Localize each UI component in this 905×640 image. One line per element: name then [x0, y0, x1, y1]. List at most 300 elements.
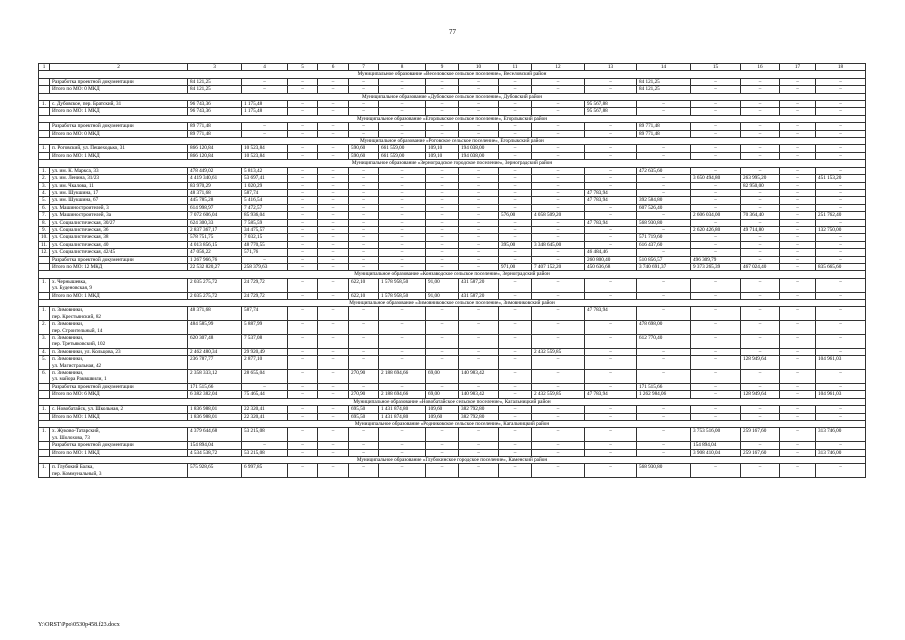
value-cell: –	[532, 219, 585, 226]
value-cell: –	[459, 241, 499, 248]
address-cell: ул. им. К. Маркса, 33	[50, 167, 188, 174]
value-cell: –	[499, 356, 532, 370]
table-row	[39, 241, 866, 248]
value-cell: –	[691, 307, 741, 321]
value-cell: –	[741, 101, 780, 108]
value-cell: –	[379, 442, 426, 449]
value-cell: –	[637, 152, 691, 159]
value-cell: –	[318, 428, 349, 442]
value-cell: –	[637, 449, 691, 456]
row-number-cell: 7.	[39, 212, 50, 219]
value-cell: –	[426, 123, 459, 130]
value-cell: –	[459, 86, 499, 93]
municipality-section-title: Муниципальное образование «Дубовское сельское поселение», Дубовский район	[39, 93, 866, 100]
value-cell: –	[242, 442, 288, 449]
municipality-section-row	[39, 71, 866, 78]
value-cell: –	[532, 321, 585, 335]
value-cell: –	[288, 256, 318, 263]
value-cell: –	[288, 292, 318, 299]
value-cell: –	[349, 219, 379, 226]
value-cell: –	[288, 226, 318, 233]
value-cell: –	[780, 263, 816, 270]
value-cell: –	[426, 428, 459, 442]
value-cell: –	[585, 383, 637, 390]
value-cell: –	[585, 442, 637, 449]
value-cell: –	[318, 234, 349, 241]
value-cell: –	[242, 383, 288, 390]
value-cell: –	[379, 189, 426, 196]
value-cell: 70 364,40	[741, 212, 780, 219]
value-cell: –	[637, 413, 691, 420]
address-cell: х. Чернышевка, ул. Буденовская, 9	[50, 278, 188, 292]
value-cell: –	[379, 356, 426, 370]
value-cell: –	[780, 321, 816, 335]
value-cell: –	[426, 464, 459, 478]
value-cell: –	[741, 413, 780, 420]
value-cell: –	[499, 234, 532, 241]
value-cell: –	[379, 234, 426, 241]
value-cell: 48 371,68	[188, 307, 242, 321]
address-cell: Разработка проектной документации	[50, 442, 188, 449]
row-number-cell	[39, 292, 50, 299]
value-cell: 587,74	[242, 307, 288, 321]
value-cell: –	[780, 356, 816, 370]
value-cell: 48 770,55	[242, 241, 288, 248]
value-cell: 270,90	[349, 370, 379, 384]
value-cell: 616 437,60	[637, 241, 691, 248]
value-cell: –	[780, 428, 816, 442]
row-number-cell: 9.	[39, 226, 50, 233]
value-cell: 590,60	[349, 145, 379, 152]
table-row	[39, 278, 866, 292]
row-number-cell	[39, 442, 50, 449]
value-cell: –	[349, 464, 379, 478]
value-cell: 95 567,88	[585, 108, 637, 115]
value-cell: –	[780, 123, 816, 130]
value-cell: –	[288, 278, 318, 292]
value-cell: –	[637, 249, 691, 256]
value-cell: –	[288, 145, 318, 152]
row-number-cell: 1.	[39, 167, 50, 174]
address-cell: ул. Машиностроителей, 3а	[50, 212, 188, 219]
value-cell: –	[691, 182, 741, 189]
row-number-cell: 10.	[39, 234, 50, 241]
value-cell: –	[532, 123, 585, 130]
value-cell: –	[532, 182, 585, 189]
value-cell: –	[780, 167, 816, 174]
value-cell: 53 215,08	[242, 449, 288, 456]
value-cell: –	[288, 86, 318, 93]
value-cell: –	[780, 78, 816, 85]
value-cell: 478 449,02	[188, 167, 242, 174]
value-cell: –	[499, 413, 532, 420]
value-cell: 866 120,84	[188, 152, 242, 159]
table-row	[39, 204, 866, 211]
value-cell: 2 035 275,72	[188, 278, 242, 292]
column-number-cell: 1	[39, 64, 50, 71]
value-cell: 84 121,25	[637, 86, 691, 93]
value-cell: –	[741, 78, 780, 85]
value-cell: 1 836 988,01	[188, 406, 242, 413]
value-cell: –	[637, 101, 691, 108]
value-cell: –	[379, 212, 426, 219]
value-cell: –	[349, 212, 379, 219]
value-cell: –	[780, 219, 816, 226]
value-cell: –	[816, 464, 866, 478]
value-cell: –	[379, 204, 426, 211]
value-cell: –	[499, 123, 532, 130]
value-cell: 2 620 426,80	[691, 226, 741, 233]
value-cell: –	[532, 256, 585, 263]
value-cell: –	[288, 464, 318, 478]
value-cell: –	[459, 219, 499, 226]
value-cell: 571 719,60	[637, 234, 691, 241]
value-cell: –	[637, 442, 691, 449]
value-cell: –	[426, 348, 459, 355]
value-cell: –	[780, 383, 816, 390]
value-cell: –	[318, 370, 349, 384]
value-cell: –	[816, 130, 866, 137]
value-cell: –	[585, 449, 637, 456]
value-cell: –	[816, 292, 866, 299]
value-cell: –	[459, 428, 499, 442]
value-cell: –	[459, 78, 499, 85]
value-cell: 4 419 340,61	[188, 175, 242, 182]
municipality-section-title: Муниципальное образование «Новобатайское сельское поселение», Кагальницкий район	[39, 398, 866, 405]
value-cell: –	[426, 182, 459, 189]
value-cell: –	[816, 370, 866, 384]
value-cell: 34 475,57	[242, 226, 288, 233]
value-cell: 236 787,77	[188, 356, 242, 370]
value-cell: –	[780, 197, 816, 204]
row-number-cell: 4.	[39, 189, 50, 196]
value-cell: –	[288, 234, 318, 241]
value-cell: –	[691, 292, 741, 299]
value-cell: 7 585,59	[242, 219, 288, 226]
value-cell: –	[780, 292, 816, 299]
table-row	[39, 145, 866, 152]
row-number-cell	[39, 413, 50, 420]
row-number-cell	[39, 108, 50, 115]
value-cell: 1 431 874,80	[379, 413, 426, 420]
table-row	[39, 130, 866, 137]
value-cell: 109,60	[426, 406, 459, 413]
value-cell: 496 309,79	[691, 256, 741, 263]
value-cell: 9 373 265,39	[691, 263, 741, 270]
value-cell: –	[585, 152, 637, 159]
value-cell: 10 523,84	[242, 152, 288, 159]
value-cell: –	[691, 152, 741, 159]
value-cell: 104 961,03	[816, 356, 866, 370]
value-cell: –	[499, 101, 532, 108]
address-cell: с. Новобатайск, ул. Школьная, 2	[50, 406, 188, 413]
value-cell: –	[691, 101, 741, 108]
value-cell: 568 930,80	[637, 464, 691, 478]
value-cell: 154 894,04	[188, 442, 242, 449]
column-number-cell: 3	[188, 64, 242, 71]
value-cell: –	[318, 78, 349, 85]
value-cell: 29 920,49	[242, 348, 288, 355]
value-cell: –	[288, 442, 318, 449]
value-cell: –	[288, 219, 318, 226]
value-cell: 69,00	[426, 391, 459, 398]
value-cell: –	[349, 123, 379, 130]
value-cell: –	[288, 406, 318, 413]
value-cell: –	[780, 406, 816, 413]
value-cell: –	[288, 383, 318, 390]
value-cell: –	[780, 175, 816, 182]
value-cell: –	[499, 449, 532, 456]
municipality-section-row	[39, 271, 866, 278]
value-cell: –	[780, 234, 816, 241]
value-cell: –	[242, 123, 288, 130]
row-number-cell: 6.	[39, 370, 50, 384]
row-number-cell: 6.	[39, 204, 50, 211]
address-cell: Итого по МО: 0 МКД	[50, 130, 188, 137]
value-cell: 128 949,64	[741, 391, 780, 398]
value-cell: –	[816, 413, 866, 420]
value-cell: –	[637, 428, 691, 442]
address-cell: п. Зимовники, ул. Кольцова, 23	[50, 348, 188, 355]
value-cell: 2 432 559,85	[532, 348, 585, 355]
value-cell: –	[532, 428, 585, 442]
value-cell: –	[459, 256, 499, 263]
value-cell: –	[816, 234, 866, 241]
row-number-cell	[39, 449, 50, 456]
value-cell: –	[499, 152, 532, 159]
value-cell: –	[318, 182, 349, 189]
column-number-cell: 9	[426, 64, 459, 71]
value-cell: –	[780, 130, 816, 137]
value-cell: 109,60	[426, 413, 459, 420]
value-cell: –	[780, 278, 816, 292]
address-cell: ул. Социалистическая, 42/45	[50, 249, 188, 256]
value-cell: –	[379, 108, 426, 115]
value-cell: 2 188 694,66	[379, 370, 426, 384]
value-cell: –	[426, 234, 459, 241]
value-cell: –	[349, 226, 379, 233]
footer-file-path: Y:\ORST\Ppo\0530p458.f23.docx	[38, 622, 120, 628]
value-cell: –	[780, 391, 816, 398]
row-number-cell	[39, 86, 50, 93]
value-cell: 576,00	[499, 212, 532, 219]
value-cell: –	[349, 356, 379, 370]
value-cell: –	[242, 78, 288, 85]
table-row	[39, 86, 866, 93]
value-cell: –	[691, 391, 741, 398]
table-row	[39, 182, 866, 189]
value-cell: –	[780, 152, 816, 159]
value-cell: –	[288, 108, 318, 115]
address-cell: Разработка проектной документации	[50, 123, 188, 130]
value-cell: –	[288, 449, 318, 456]
value-cell: –	[426, 86, 459, 93]
value-cell: 451 153,20	[816, 175, 866, 182]
value-cell: –	[499, 189, 532, 196]
value-cell: 2 877,10	[242, 356, 288, 370]
value-cell: –	[585, 204, 637, 211]
value-cell: –	[459, 226, 499, 233]
municipality-section-title: Муниципальное образование «Зерноградское городское поселение», Зерноградский район	[39, 160, 866, 167]
value-cell: –	[318, 241, 349, 248]
value-cell: –	[691, 370, 741, 384]
column-number-row	[39, 64, 866, 71]
value-cell: –	[288, 370, 318, 384]
value-cell: 571,76	[242, 249, 288, 256]
value-cell: –	[379, 167, 426, 174]
value-cell: –	[349, 101, 379, 108]
value-cell: 140 983,42	[459, 391, 499, 398]
value-cell: –	[637, 307, 691, 321]
value-cell: –	[426, 321, 459, 335]
value-cell: –	[585, 226, 637, 233]
value-cell: –	[288, 321, 318, 335]
value-cell: –	[532, 204, 585, 211]
value-cell: 7 472,57	[242, 204, 288, 211]
value-cell: 590,60	[349, 152, 379, 159]
address-cell: Разработка проектной документации	[50, 78, 188, 85]
value-cell: –	[288, 78, 318, 85]
column-number-cell: 17	[780, 64, 816, 71]
address-cell: Итого по МО: 1 МКД	[50, 292, 188, 299]
value-cell: –	[288, 428, 318, 442]
value-cell: 47 783,94	[585, 391, 637, 398]
value-cell: –	[318, 391, 349, 398]
value-cell: 194 038,00	[459, 145, 499, 152]
value-cell: 84 121,25	[637, 78, 691, 85]
address-cell: Итого по МО: 1 МКД	[50, 449, 188, 456]
value-cell: 75 465,44	[242, 391, 288, 398]
value-cell: –	[816, 442, 866, 449]
value-cell: –	[532, 108, 585, 115]
value-cell: –	[741, 130, 780, 137]
value-cell: –	[585, 278, 637, 292]
value-cell: –	[780, 464, 816, 478]
value-cell: 109,10	[426, 145, 459, 152]
value-cell: –	[585, 212, 637, 219]
value-cell: –	[741, 256, 780, 263]
value-cell: –	[318, 212, 349, 219]
row-number-cell	[39, 383, 50, 390]
value-cell: 83 970,29	[188, 182, 242, 189]
value-cell: –	[741, 442, 780, 449]
value-cell: –	[780, 249, 816, 256]
table-row	[39, 391, 866, 398]
value-cell: –	[459, 356, 499, 370]
address-cell: п. Зимовники, пер. Строительный, 14	[50, 321, 188, 335]
value-cell: –	[499, 428, 532, 442]
value-cell: 140 983,42	[459, 370, 499, 384]
value-cell: –	[288, 335, 318, 349]
value-cell: –	[499, 370, 532, 384]
value-cell: –	[691, 234, 741, 241]
value-cell: –	[318, 226, 349, 233]
value-cell: –	[691, 197, 741, 204]
value-cell: 607 526,40	[637, 204, 691, 211]
table-row	[39, 123, 866, 130]
value-cell: –	[288, 249, 318, 256]
value-cell: –	[318, 123, 349, 130]
value-cell: –	[349, 197, 379, 204]
value-cell: 24 729,72	[242, 292, 288, 299]
value-cell: 510 856,57	[637, 256, 691, 263]
value-cell: –	[780, 449, 816, 456]
value-cell: –	[499, 464, 532, 478]
value-cell: 6 382 382,04	[188, 391, 242, 398]
value-cell: –	[318, 130, 349, 137]
value-cell: –	[637, 175, 691, 182]
value-cell: –	[816, 241, 866, 248]
value-cell: –	[459, 130, 499, 137]
value-cell: –	[585, 130, 637, 137]
value-cell: –	[318, 321, 349, 335]
table-row	[39, 219, 866, 226]
address-cell: Разработка проектной документации	[50, 383, 188, 390]
value-cell: 445 785,28	[188, 197, 242, 204]
value-cell: 575 928,65	[188, 464, 242, 478]
value-cell: 96 743,36	[188, 101, 242, 108]
value-cell: 89 771,48	[637, 123, 691, 130]
value-cell: –	[349, 241, 379, 248]
value-cell: –	[379, 383, 426, 390]
value-cell: –	[379, 449, 426, 456]
value-cell: –	[585, 370, 637, 384]
row-number-cell: 1.	[39, 406, 50, 413]
value-cell: –	[349, 383, 379, 390]
value-cell: –	[780, 348, 816, 355]
address-cell: ул. им. Шукшина, 17	[50, 189, 188, 196]
value-cell: –	[379, 428, 426, 442]
value-cell: –	[499, 204, 532, 211]
value-cell: 4 379 644,68	[188, 428, 242, 442]
value-cell: –	[499, 249, 532, 256]
value-cell: –	[637, 226, 691, 233]
value-cell: –	[780, 413, 816, 420]
value-cell: –	[585, 292, 637, 299]
value-cell: –	[499, 348, 532, 355]
value-cell: –	[585, 145, 637, 152]
value-cell: 1 262 984,06	[637, 391, 691, 398]
value-cell: 484 585,99	[188, 321, 242, 335]
value-cell: –	[585, 464, 637, 478]
value-cell: 587,74	[242, 189, 288, 196]
value-cell: –	[459, 182, 499, 189]
value-cell: –	[637, 370, 691, 384]
table-row	[39, 249, 866, 256]
value-cell: 313 746,00	[816, 449, 866, 456]
value-cell: 22 320,41	[242, 406, 288, 413]
value-cell: –	[499, 292, 532, 299]
value-cell: 467 024,40	[741, 263, 780, 270]
value-cell: –	[816, 219, 866, 226]
value-cell: –	[816, 321, 866, 335]
value-cell: –	[426, 226, 459, 233]
address-cell: п. Зимовники, ул. Магистральная, 42	[50, 356, 188, 370]
value-cell: –	[318, 249, 349, 256]
value-cell: –	[349, 256, 379, 263]
value-cell: –	[585, 335, 637, 349]
value-cell: –	[499, 197, 532, 204]
value-cell: –	[318, 204, 349, 211]
row-number-cell: 11.	[39, 241, 50, 248]
value-cell: 313 746,00	[816, 428, 866, 442]
column-number-cell: 4	[242, 64, 288, 71]
value-cell: –	[318, 263, 349, 270]
value-cell: –	[691, 189, 741, 196]
value-cell: –	[637, 212, 691, 219]
address-cell: Итого по МО: 1 МКД	[50, 108, 188, 115]
value-cell: 82 950,00	[741, 182, 780, 189]
